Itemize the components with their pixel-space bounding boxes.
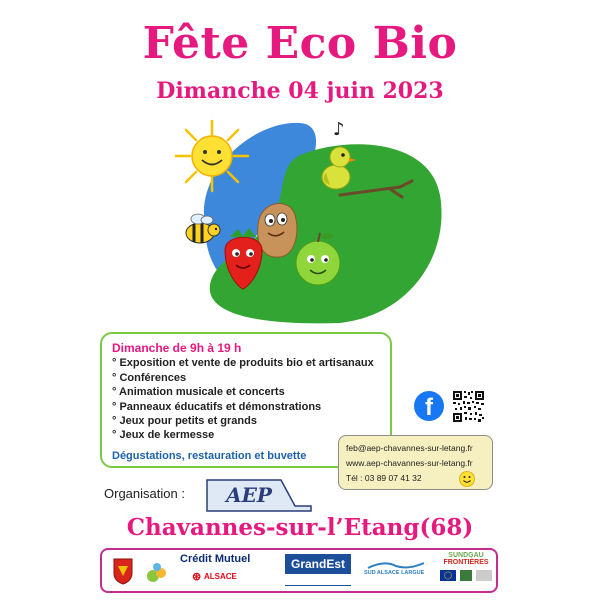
- smiley-icon: [459, 471, 475, 487]
- sponsors-strip: [100, 548, 498, 593]
- sundgau-frontieres-logo: [436, 552, 496, 592]
- aep-logo-text: AEP: [226, 483, 272, 507]
- program-item: ° Jeux pour petits et grands: [112, 415, 257, 428]
- grand-est-text: GrandEst: [290, 557, 345, 571]
- program-item: ° Conférences: [112, 371, 187, 384]
- sun-icon: [176, 121, 248, 191]
- town-name: Chavannes-sur-l’Etang(68): [126, 514, 474, 541]
- music-note-icon: ♪: [333, 119, 345, 140]
- program-footer: Dégustations, restauration et buvette: [112, 449, 307, 462]
- event-illustration: [150, 115, 450, 325]
- program-item: ° Animation musicale et concerts: [112, 386, 285, 399]
- town-crest-logo: [112, 557, 134, 585]
- sud-alsace-text: SUD ALSACE LARGUE: [364, 570, 425, 576]
- program-heading: Dimanche de 9h à 19 h: [112, 341, 242, 355]
- alsace-icon: ⊛: [192, 571, 202, 583]
- sud-alsace-logo: [364, 560, 428, 584]
- event-date: Dimanche 04 juin 2023: [156, 78, 444, 104]
- program-item: ° Panneaux éducatifs et démonstrations: [112, 400, 322, 413]
- page-title: Fête Eco Bio: [142, 18, 458, 69]
- contact-email[interactable]: feb@aep-chavannes-sur-letang.fr: [346, 443, 473, 453]
- credit-mutuel-text: Crédit Mutuel: [180, 553, 251, 565]
- sundgau-text: SUNDGAU: [448, 552, 484, 559]
- program-item: ° Exposition et vente de produits bio et artisanaux: [112, 357, 374, 370]
- contact-website[interactable]: www.aep-chavannes-sur-letang.fr: [346, 458, 473, 468]
- sud-alsace-icon: [364, 560, 428, 570]
- program-item: ° Jeux de kermesse: [112, 429, 215, 442]
- pays-logo: [144, 559, 170, 585]
- contact-phone: Tél : 03 89 07 41 32: [346, 473, 422, 483]
- credit-mutuel-logo: [180, 553, 270, 583]
- credit-mutuel-alsace: ALSACE: [204, 572, 237, 581]
- grand-est-tagline-bar: [285, 576, 351, 586]
- grand-est-logo: [285, 554, 351, 574]
- potato-character-icon: [258, 204, 297, 258]
- frontieres-text: FRONTIÈRES: [443, 559, 489, 566]
- facebook-icon[interactable]: f: [414, 391, 444, 421]
- aep-logo: [203, 478, 315, 512]
- organisation-label: Organisation :: [104, 486, 185, 501]
- qr-code-icon[interactable]: [452, 390, 485, 423]
- eu-flag-icon: [436, 566, 496, 582]
